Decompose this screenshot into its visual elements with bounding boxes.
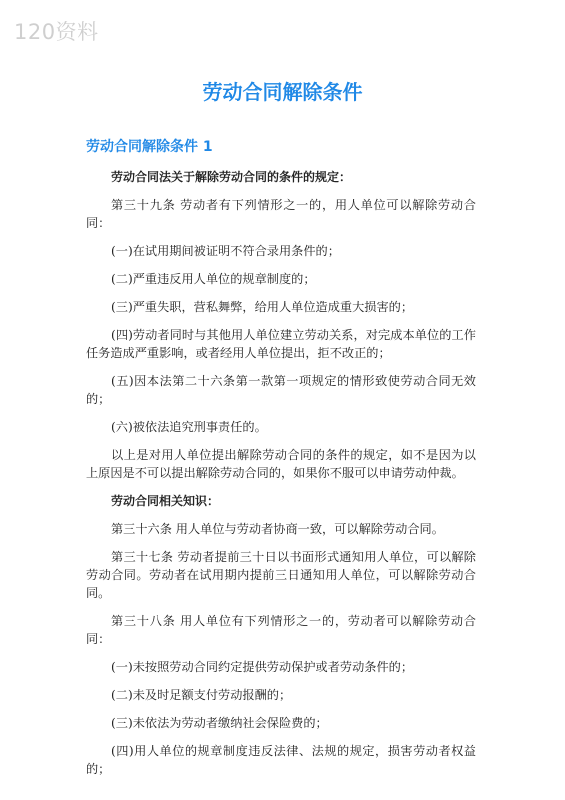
list-item-2: (二)严重违反用人单位的规章制度的； [111,272,316,286]
paragraph-article-37: 第三十七条 劳动者提前三十日以书面形式通知用人单位，可以解除劳动合同。劳动者在试用期内提前三日通知用人单位，可以解除劳动合同。 [86,550,476,600]
list-item-1-b: (一)未按照劳动合同约定提供劳动保护或者劳动条件的； [111,660,414,674]
list-item-4-b: (四)用人单位的规章制度违反法律、法规的规定，损害劳动者权益的； [86,744,476,776]
paragraph-article-36: 第三十六条 用人单位与劳动者协商一致，可以解除劳动合同。 [111,522,444,536]
document-body [86,168,476,788]
document-title: 劳动合同解除条件 [202,80,363,104]
list-item-3-b: (三)未依法为劳动者缴纳社会保险费的； [111,716,328,730]
list-item-1: (一)在试用期间被证明不符合录用条件的； [111,244,340,258]
subheading-related-knowledge: 劳动合同相关知识： [111,494,220,508]
paragraph-article-39: 第三十九条 劳动者有下列情形之一的，用人单位可以解除劳动合同： [86,198,476,230]
list-item-6: (六)被依法追究刑事责任的。 [111,420,267,434]
section-heading: 劳动合同解除条件 1 [86,139,213,155]
paragraph-summary: 以上是对用人单位提出解除劳动合同的条件的规定，如不是因为以上原因是不可以提出解除劳动合同的，如果你不服可以申请劳动仲裁。 [86,448,476,480]
watermark-logo: 120资料 [14,20,99,44]
list-item-2-b: (二)未及时足额支付劳动报酬的； [111,688,292,702]
subheading-law-provisions: 劳动合同法关于解除劳动合同的条件的规定： [111,170,352,184]
paragraph-article-38: 第三十八条 用人单位有下列情形之一的，劳动者可以解除劳动合同： [86,614,476,646]
list-item-3: (三)严重失职，营私舞弊，给用人单位造成重大损害的； [111,300,414,314]
list-item-5: (五)因本法第二十六条第一款第一项规定的情形致使劳动合同无效的； [86,374,476,406]
list-item-4: (四)劳动者同时与其他用人单位建立劳动关系，对完成本单位的工作任务造成严重影响，或者经用人单位提出，拒不改正的； [86,328,476,360]
